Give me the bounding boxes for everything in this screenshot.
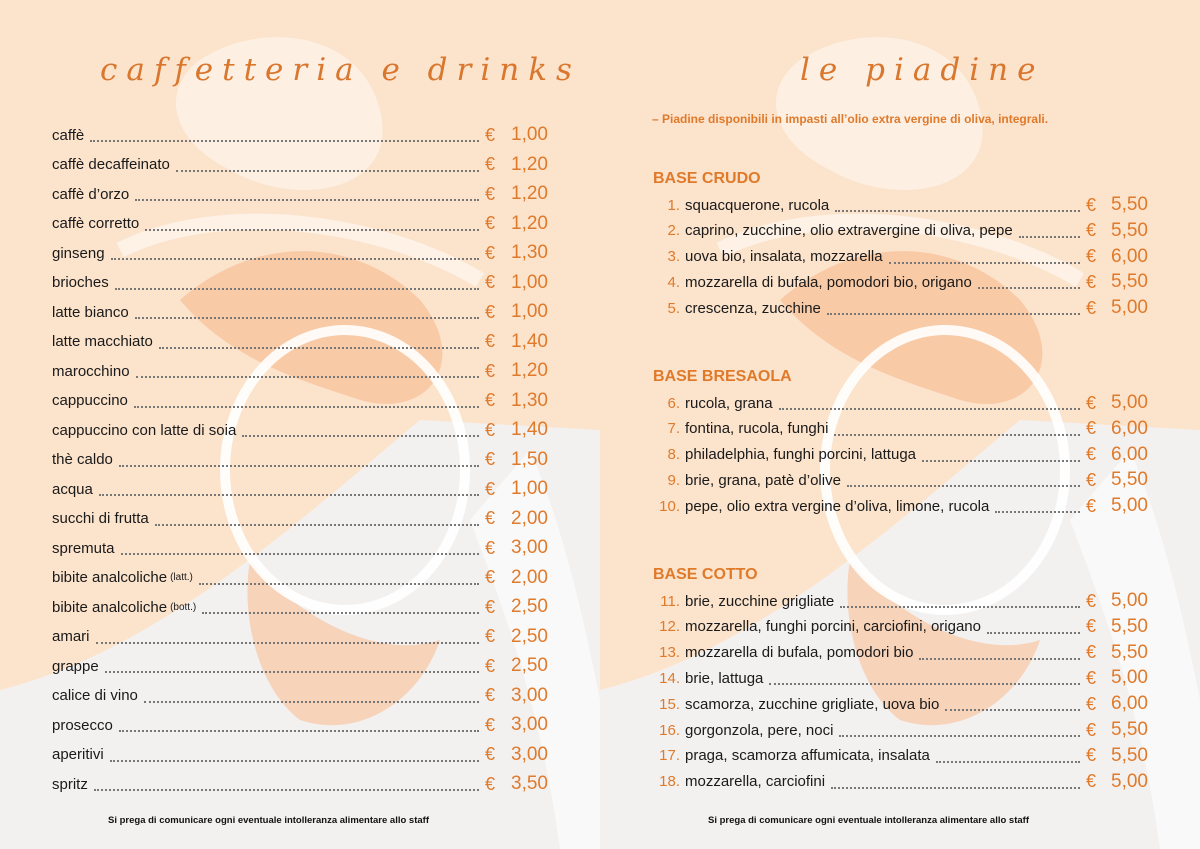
dot-leader: [202, 612, 479, 614]
euro-symbol: €: [485, 183, 496, 204]
piadina-row: [652, 493, 1148, 519]
drinks-row: [52, 683, 548, 709]
item-price: 5,50: [1111, 469, 1148, 491]
euro-symbol: €: [485, 272, 496, 292]
dot-leader: [134, 406, 479, 408]
item-price: 6,00: [1111, 245, 1148, 267]
drinks-row: [52, 476, 548, 502]
item-name: latte bianco: [52, 303, 129, 321]
drinks-row: [52, 181, 548, 207]
item-name: mozzarella di bufala, pomodori bio, origano: [685, 273, 972, 291]
item-price: 5,50: [1111, 744, 1148, 766]
item-name: caprino, zucchine, olio extravergine di oliva, pepe: [685, 222, 1013, 240]
section-title: BASE COTTO: [653, 566, 758, 583]
item-name: thè caldo: [52, 451, 113, 468]
dot-leader: [99, 494, 479, 496]
euro-symbol: €: [485, 655, 496, 676]
item-name: prosecco: [52, 716, 113, 734]
drinks-footer-note: Si prega di comunicare ogni eventuale intolleranza alimentare allo staff: [108, 815, 429, 826]
euro-symbol: €: [1086, 271, 1097, 292]
item-price: 1,20: [511, 212, 548, 234]
dot-leader: [105, 671, 479, 673]
dot-leader: [889, 262, 1080, 264]
drinks-row: [52, 388, 548, 414]
euro-symbol: €: [485, 213, 496, 233]
euro-symbol: €: [485, 567, 496, 587]
euro-symbol: €: [1086, 616, 1097, 637]
item-price: 1,40: [511, 419, 548, 440]
dot-leader: [779, 408, 1080, 410]
drinks-row: [52, 565, 548, 591]
item-price: 1,00: [511, 301, 548, 322]
dot-leader: [987, 632, 1080, 634]
item-price: 3,00: [511, 684, 548, 706]
item-price: 1,20: [511, 360, 548, 381]
dot-leader: [159, 347, 479, 349]
drinks-row: [52, 653, 548, 679]
item-price: 5,00: [1111, 770, 1148, 792]
piadine-title: le piadine: [800, 52, 1045, 88]
item-number: 13.: [659, 644, 680, 662]
item-number: 7.: [667, 420, 680, 438]
drinks-row: [52, 447, 548, 473]
item-name: mozzarella, carciofini: [685, 773, 826, 791]
item-price: 1,20: [511, 153, 548, 175]
piadina-row: [652, 717, 1148, 743]
item-name: cappuccino: [52, 392, 128, 409]
item-name: marocchino: [52, 362, 130, 380]
item-number: 17.: [659, 747, 680, 765]
item-name: ginseng: [52, 244, 105, 262]
dot-leader: [839, 735, 1080, 737]
item-price: 3,00: [511, 537, 548, 558]
drinks-row: [52, 771, 548, 797]
item-price: 1,00: [511, 124, 548, 145]
item-price: 5,00: [1111, 297, 1148, 319]
euro-symbol: €: [1086, 771, 1097, 792]
item-suffix: (latt.): [170, 572, 193, 583]
item-price: 1,00: [511, 478, 548, 499]
item-price: 5,00: [1111, 392, 1148, 413]
item-price: 3,00: [511, 714, 548, 735]
euro-symbol: €: [1086, 297, 1097, 318]
item-price: 5,00: [1111, 667, 1148, 689]
section-title: BASE BRESAOLA: [653, 368, 792, 385]
euro-symbol: €: [1086, 745, 1097, 766]
euro-symbol: €: [485, 626, 496, 646]
euro-symbol: €: [1086, 590, 1097, 611]
item-price: 5,50: [1111, 719, 1148, 740]
drinks-row: [52, 358, 548, 384]
piadina-row: [652, 218, 1148, 244]
item-name: squacquerone, rucola: [685, 196, 830, 214]
item-number: 1.: [667, 196, 680, 214]
item-price: 5,00: [1111, 495, 1148, 517]
piadina-row: [652, 665, 1148, 691]
item-name: fontina, rucola, funghi: [685, 420, 829, 438]
euro-symbol: €: [485, 508, 496, 528]
item-price: 3,00: [511, 743, 548, 765]
drinks-row: [52, 624, 548, 650]
euro-symbol: €: [1086, 719, 1097, 740]
dot-leader: [835, 210, 1080, 212]
item-name: scamorza, zucchine grigliate, uova bio: [685, 695, 940, 713]
item-price: 2,00: [511, 507, 548, 529]
piadina-row: [652, 416, 1148, 442]
euro-symbol: €: [485, 596, 496, 617]
item-price: 5,50: [1111, 194, 1148, 215]
euro-symbol: €: [485, 537, 496, 558]
item-name: acqua: [52, 480, 93, 498]
dot-leader: [978, 287, 1080, 289]
item-number: 4.: [667, 273, 680, 291]
item-name: mozzarella di bufala, pomodori bio: [685, 644, 914, 662]
dot-leader: [919, 658, 1080, 660]
item-name: caffè decaffeinato: [52, 156, 170, 173]
euro-symbol: €: [485, 478, 496, 499]
drinks-row: [52, 417, 548, 443]
dot-leader: [121, 553, 479, 555]
item-price: 5,50: [1111, 641, 1148, 663]
euro-symbol: €: [485, 124, 496, 145]
item-price: 1,20: [511, 183, 548, 204]
item-number: 10.: [659, 497, 680, 515]
item-name: aperitivi: [52, 746, 104, 763]
item-name: rucola, grana: [685, 394, 773, 412]
item-price: 2,00: [511, 566, 548, 588]
item-name: brioches: [52, 274, 109, 291]
euro-symbol: €: [485, 242, 496, 263]
piadina-row: [652, 390, 1148, 416]
euro-symbol: €: [1086, 220, 1097, 241]
item-price: 1,00: [511, 271, 548, 293]
dot-leader: [827, 313, 1080, 315]
piadina-row: [652, 192, 1148, 218]
dot-leader: [834, 434, 1080, 436]
piadina-row: [652, 588, 1148, 614]
euro-symbol: €: [1086, 418, 1097, 439]
dot-leader: [242, 435, 479, 437]
piadine-footer-note: Si prega di comunicare ogni eventuale intolleranza alimentare allo staff: [708, 815, 1029, 826]
piadine-note: – Piadine disponibili in impasti all’olio extra vergine di oliva, integrali.: [652, 112, 1049, 126]
euro-symbol: €: [1086, 642, 1097, 663]
euro-symbol: €: [1086, 444, 1097, 465]
drinks-row: [52, 122, 548, 148]
piadina-row: [652, 691, 1148, 717]
item-name: calice di vino: [52, 687, 138, 704]
euro-symbol: €: [485, 154, 496, 174]
euro-symbol: €: [1086, 392, 1097, 413]
drinks-row: [52, 270, 548, 296]
item-number: 3.: [667, 248, 680, 266]
euro-symbol: €: [485, 331, 496, 351]
dot-leader: [176, 170, 479, 172]
dot-leader: [945, 709, 1080, 711]
dot-leader: [110, 760, 479, 762]
euro-symbol: €: [485, 773, 496, 794]
item-price: 2,50: [511, 596, 548, 617]
euro-symbol: €: [485, 360, 496, 381]
item-number: 15.: [659, 695, 680, 713]
dot-leader: [144, 701, 479, 703]
item-price: 6,00: [1111, 443, 1148, 465]
item-number: 2.: [667, 222, 680, 240]
item-price: 5,50: [1111, 615, 1148, 637]
dot-leader: [840, 606, 1080, 608]
item-number: 11.: [660, 592, 680, 610]
item-name: philadelphia, funghi porcini, lattuga: [685, 446, 916, 464]
item-price: 3,50: [511, 773, 548, 794]
euro-symbol: €: [1086, 495, 1097, 516]
piadina-row: [652, 244, 1148, 270]
dot-leader: [847, 485, 1080, 487]
euro-symbol: €: [485, 449, 496, 469]
piadina-row: [652, 769, 1148, 795]
dot-leader: [90, 140, 479, 142]
item-price: 1,40: [511, 330, 548, 352]
euro-symbol: €: [485, 685, 496, 705]
item-name: brie, lattuga: [685, 669, 764, 687]
dot-leader: [922, 460, 1080, 462]
drinks-row: [52, 712, 548, 738]
item-name: pepe, olio extra vergine d’oliva, limone, rucola: [685, 497, 990, 515]
dot-leader: [96, 642, 479, 644]
drinks-row: [52, 742, 548, 768]
piadina-row: [652, 269, 1148, 295]
euro-symbol: €: [1086, 246, 1097, 267]
item-price: 2,50: [511, 655, 548, 676]
dot-leader: [135, 199, 479, 201]
piadina-row: [652, 743, 1148, 769]
item-name: amari: [52, 628, 90, 645]
section-title: BASE CRUDO: [653, 170, 761, 187]
euro-symbol: €: [485, 390, 496, 410]
drinks-title: caffetteria e drinks: [100, 52, 581, 88]
euro-symbol: €: [1086, 693, 1097, 714]
item-name: spritz: [52, 775, 88, 793]
piadina-row: [652, 614, 1148, 640]
dot-leader: [1019, 236, 1080, 238]
dot-leader: [115, 288, 479, 290]
euro-symbol: €: [485, 301, 496, 322]
dot-leader: [111, 258, 479, 260]
item-name: caffè d’orzo: [52, 185, 130, 203]
item-name: uova bio, insalata, mozzarella: [685, 248, 883, 266]
piadina-row: [652, 467, 1148, 493]
item-name: gorgonzola, pere, noci: [685, 721, 834, 739]
dot-leader: [769, 683, 1080, 685]
item-name: latte macchiato: [52, 333, 153, 350]
dot-leader: [995, 511, 1080, 513]
dot-leader: [94, 789, 479, 791]
drinks-row: [52, 535, 548, 561]
item-price: 5,00: [1111, 590, 1148, 611]
dot-leader: [145, 229, 479, 231]
dot-leader: [155, 524, 479, 526]
dot-leader: [936, 761, 1080, 763]
item-name: caffè: [52, 126, 85, 144]
item-number: 6.: [667, 394, 680, 412]
drinks-row: [52, 211, 548, 237]
drinks-row: [52, 594, 548, 620]
dot-leader: [119, 730, 479, 732]
item-price: 6,00: [1111, 693, 1148, 715]
item-price: 1,30: [511, 242, 548, 263]
piadina-row: [652, 442, 1148, 468]
item-name: mozzarella, funghi porcini, carciofini, origano: [685, 618, 981, 636]
dot-leader: [199, 583, 479, 585]
item-name: bibite analcoliche: [52, 598, 168, 616]
euro-symbol: €: [1086, 469, 1097, 490]
item-price: 1,50: [511, 448, 548, 470]
drinks-row: [52, 240, 548, 266]
item-name: crescenza, zucchine: [685, 299, 821, 317]
item-number: 9.: [667, 471, 680, 489]
item-name: spremuta: [52, 539, 115, 557]
item-name: grappe: [52, 657, 99, 675]
euro-symbol: €: [1086, 667, 1097, 688]
drinks-row: [52, 299, 548, 325]
item-number: 8.: [667, 446, 680, 464]
item-name: brie, zucchine grigliate: [685, 592, 835, 610]
item-number: 14.: [659, 669, 680, 687]
item-number: 16.: [659, 721, 680, 739]
euro-symbol: €: [485, 714, 496, 735]
dot-leader: [831, 787, 1080, 789]
item-name: succhi di frutta: [52, 510, 149, 527]
drinks-row: [52, 152, 548, 178]
drinks-row: [52, 329, 548, 355]
item-price: 5,50: [1111, 219, 1148, 241]
dot-leader: [135, 317, 479, 319]
item-name: bibite analcoliche: [52, 569, 168, 586]
item-price: 2,50: [511, 625, 548, 647]
piadina-row: [652, 295, 1148, 321]
dot-leader: [119, 465, 479, 467]
item-name: brie, grana, patè d’olive: [685, 471, 841, 489]
piadina-row: [652, 640, 1148, 666]
drinks-row: [52, 506, 548, 532]
item-number: 5.: [667, 299, 680, 317]
item-number: 18.: [659, 773, 680, 791]
item-name: caffè corretto: [52, 215, 140, 232]
item-suffix: (bott.): [170, 601, 197, 613]
item-price: 1,30: [511, 389, 548, 411]
euro-symbol: €: [485, 744, 496, 764]
dot-leader: [136, 376, 479, 378]
item-number: 12.: [659, 618, 680, 636]
euro-symbol: €: [1086, 194, 1097, 215]
item-name: praga, scamorza affumicata, insalata: [685, 747, 930, 765]
euro-symbol: €: [485, 419, 496, 440]
item-name: cappuccino con latte di soia: [52, 421, 237, 439]
item-price: 6,00: [1111, 417, 1148, 439]
item-price: 5,50: [1111, 271, 1148, 293]
